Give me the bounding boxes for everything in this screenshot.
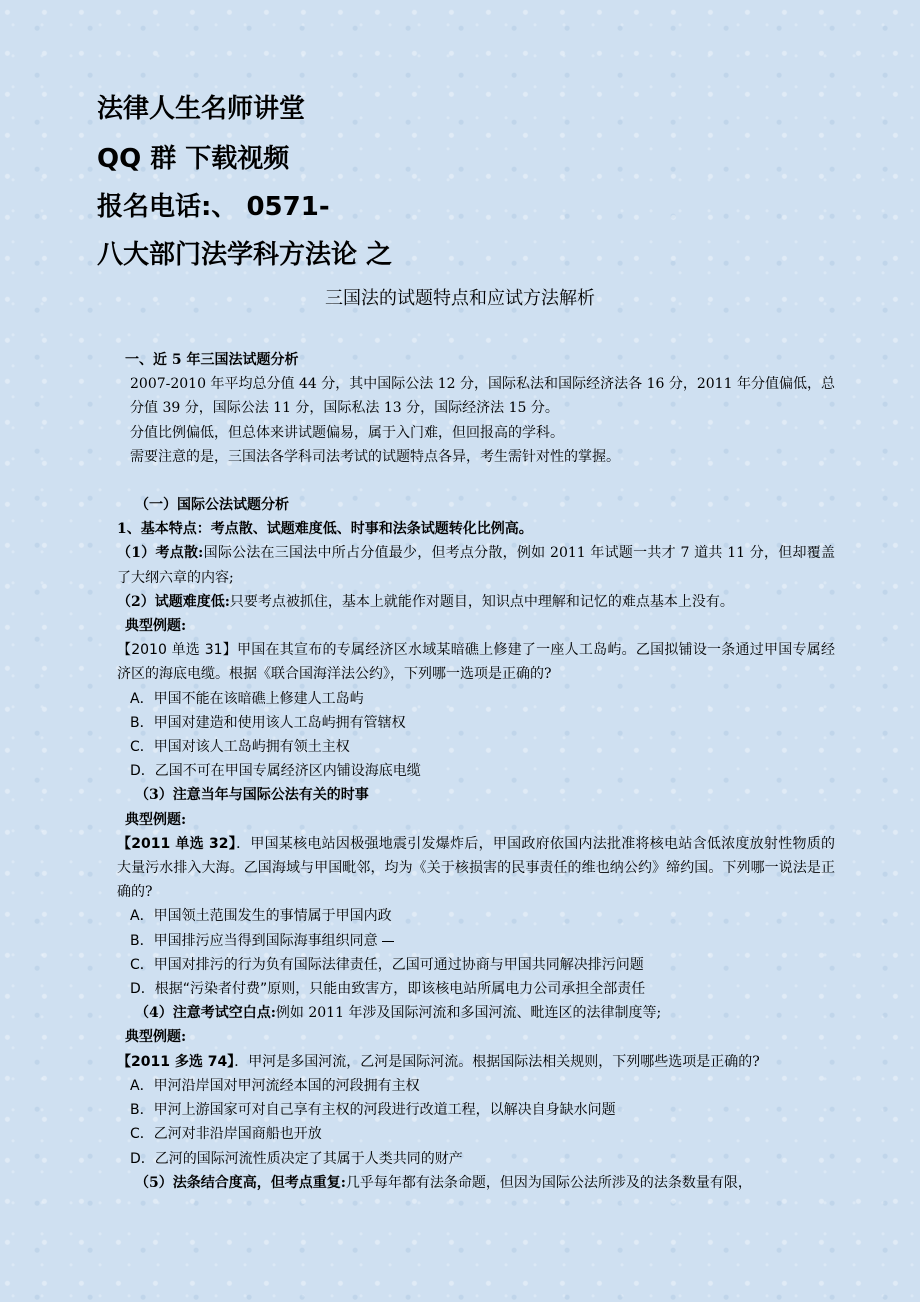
point-5-label: （5）法条结合度高，但考点重复: <box>135 1174 346 1191</box>
question-2-text: ．甲国某核电站因极强地震引发爆炸后，甲国政府依国内法批准将核电站含低浓度放射性物质的大量污水排入大海。乙国海域与甲国毗邻，均为《关于核损害的民事责任的维也纳公约》缔约国。下列哪一说法是正确的? <box>117 835 835 901</box>
question-3-option-d: D．乙河的国际河流性质决定了其属于人类共同的财产 <box>130 1150 463 1167</box>
document-body <box>97 348 835 1195</box>
question-2-label: 【2011 单选 32】 <box>117 835 237 852</box>
point-1-label: （1）考点散: <box>117 545 204 562</box>
spacer <box>97 469 835 493</box>
question-3-label: 【2011 多选 74】 <box>117 1053 235 1070</box>
section-1-para-1: 2007-2010 年平均总分值 44 分，其中国际公法 12 分，国际私法和国际经济法各 16 分，2011 年分值偏低，总分值 39 分，国际公法 11 分，国际私法 13 分，国际经济法 15 分。 <box>130 376 835 417</box>
question-3-option-b: B．甲河上游国家可对自己享有主权的河段进行改道工程，以解决自身缺水问题 <box>130 1102 616 1119</box>
section-2-title: （一）国际公法试题分析 <box>135 497 289 514</box>
point-4-text: 例如 2011 年涉及国际河流和多国河流、毗连区的法律制度等; <box>275 1005 662 1022</box>
question-3 <box>97 1050 835 1074</box>
question-3-option-a: A．甲河沿岸国对甲河流经本国的河段拥有主权 <box>130 1077 420 1094</box>
question-2-option-c: C．甲国对排污的行为负有国际法律责任，乙国可通过协商与甲国共同解决排污问题 <box>130 956 644 973</box>
document-subtitle: 三国法的试题特点和应试方法解析 <box>325 288 595 309</box>
point-2 <box>97 590 835 614</box>
point-1-text: 国际公法在三国法中所占分值最少，但考点分散，例如 2011 年试题一共才 7 道共 11 分，但却覆盖了大纲六章的内容; <box>117 545 835 586</box>
example-label-3: 典型例题: <box>125 1029 187 1046</box>
point-2-label: （2）试题难度低: <box>117 593 230 610</box>
section-1-para-3: 需要注意的是，三国法各学科司法考试的试题特点各异，考生需针对性的掌握。 <box>130 448 620 465</box>
question-1-option-a: A．甲国不能在该暗礁上修建人工岛屿 <box>130 690 364 707</box>
basic-features: 1、基本特点：考点散、试题难度低、时事和法条试题转化比例高。 <box>117 521 533 538</box>
point-3: （3）注意当年与国际公法有关的时事 <box>135 787 369 804</box>
question-3-option-c: C．乙河对非沿岸国商船也开放 <box>130 1126 322 1143</box>
question-3-text: ．甲河是多国河流，乙河是国际河流。根据国际法相关规则，下列哪些选项是正确的? <box>234 1053 760 1070</box>
question-2-option-b <box>97 929 835 953</box>
question-1 <box>97 638 835 686</box>
section-1-title: 一、近 5 年三国法试题分析 <box>125 352 299 368</box>
question-1-text: 甲国在其宣布的专属经济区水域某暗礁上修建了一座人工岛屿。乙国拟铺设一条通过甲国专属经济区的海底电缆。根据《联合国海洋法公约》，下列哪一选项是正确的? <box>117 642 836 683</box>
example-label-1: 典型例题: <box>125 618 187 635</box>
point-4-label: （4）注意考试空白点: <box>135 1005 276 1022</box>
title-line-4: 八大部门法学科方法论 之 <box>97 240 393 270</box>
title-line-2: QQ 群 下载视频 <box>97 144 290 174</box>
question-1-option-b: B．甲国对建造和使用该人工岛屿拥有管辖权 <box>130 714 406 731</box>
question-1-option-d: D．乙国不可在甲国专属经济区内铺设海底电缆 <box>130 763 421 780</box>
question-2-option-a: A．甲国领土范围发生的事情属于甲国内政 <box>130 908 392 925</box>
question-1-label: 【2010 单选 31】 <box>117 642 238 659</box>
question-1-option-c: C．甲国对该人工岛屿拥有领土主权 <box>130 739 350 756</box>
section-1-para-2: 分值比例偏低，但总体来讲试题偏易，属于入门难，但回报高的学科。 <box>130 424 564 441</box>
title-line-3: 报名电话:、 0571- <box>97 192 330 222</box>
point-1 <box>97 541 835 589</box>
point-5-text: 几乎每年都有法条命题，但因为国际公法所涉及的法条数量有限， <box>345 1174 752 1191</box>
point-5 <box>97 1171 835 1195</box>
point-4 <box>97 1001 835 1025</box>
title-line-1: 法律人生名师讲堂 <box>97 94 306 124</box>
underline-mark <box>382 941 394 942</box>
point-2-text: 只要考点被抓住，基本上就能作对题目，知识点中理解和记忆的难点基本上没有。 <box>229 593 734 610</box>
question-2-option-b-text: B．甲国排污应当得到国际海事组织同意 <box>130 932 378 949</box>
question-2-option-d: D．根据“污染者付费”原则，只能由致害方，即该核电站所属电力公司承担全部责任 <box>130 981 646 998</box>
question-2 <box>97 832 835 905</box>
example-label-2: 典型例题: <box>125 811 187 828</box>
